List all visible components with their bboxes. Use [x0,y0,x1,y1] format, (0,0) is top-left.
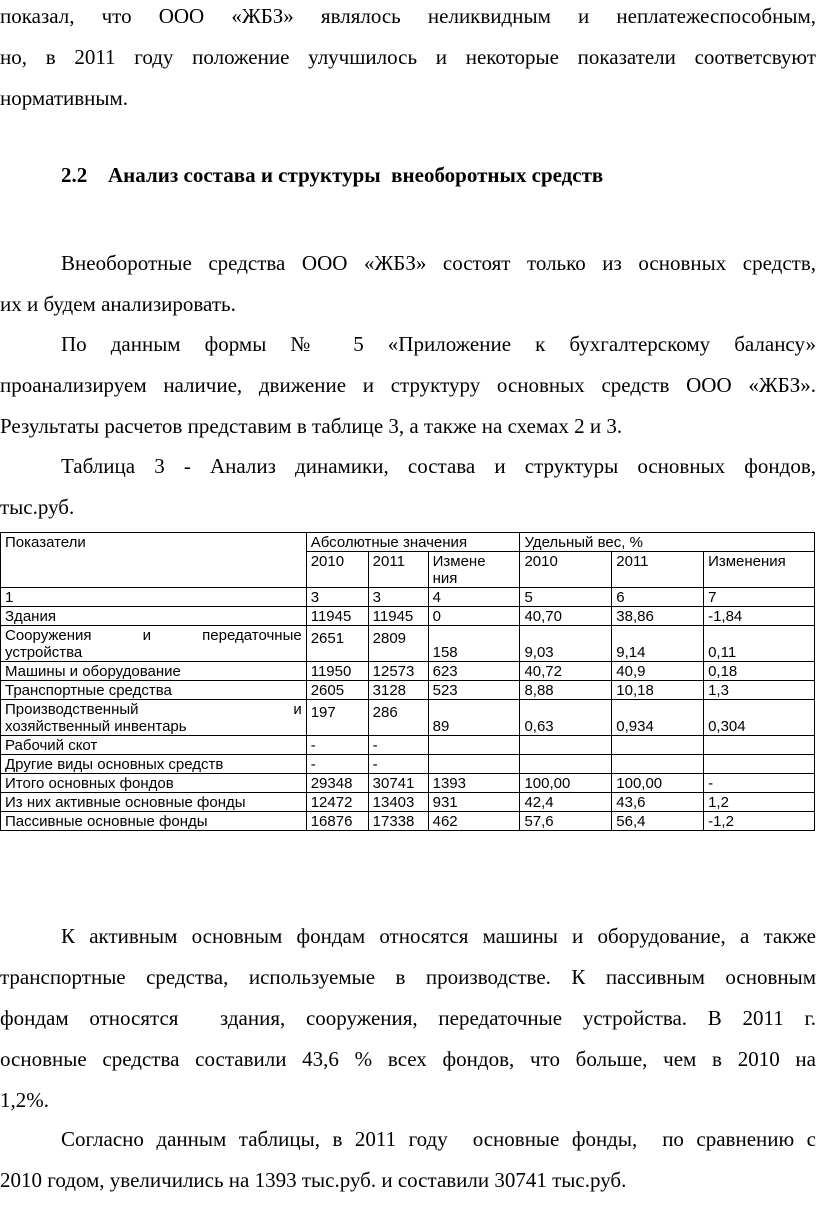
text-line: но, в 2011 году положение улучшилось и некоторые показатели соответсвуют [0,45,816,69]
row-label [1,626,307,662]
table-cell: 5 [520,588,612,607]
table-cell: 100,00 [520,774,612,793]
table-cell [520,755,612,774]
table-cell: 1 [1,588,307,607]
paragraph-noncurrent-assets [0,243,816,325]
table-cell: 3 [306,588,368,607]
table-cell: 523 [428,681,520,700]
table-cell: 7 [704,588,815,607]
table-cell: 16876 [306,812,368,831]
row-label: Пассивные основные фонды [1,812,307,831]
row-label: Здания [1,607,307,626]
table-cell: 1,3 [704,681,815,700]
header-cell: 2010 [520,552,612,588]
row-label: Рабочий скот [1,736,307,755]
table-cell: 0,18 [704,662,815,681]
table-row [1,607,815,626]
header-cell: Абсолютные значения [306,533,520,552]
header-cell: Изменения [704,552,815,588]
header-cell: 2011 [612,552,704,588]
table-cell: - [368,755,428,774]
table-cell: 40,70 [520,607,612,626]
table-cell: 623 [428,662,520,681]
header-cell [428,552,520,588]
table-cell: 57,6 [520,812,612,831]
fixed-assets-table [0,532,815,831]
header-cell: 2010 [306,552,368,588]
row-label-word: передаточные [202,627,302,644]
text-line: тыс.руб. [0,495,75,519]
table-cell: 4 [428,588,520,607]
table-row [1,700,815,736]
table-cell [428,755,520,774]
table-cell: - [368,736,428,755]
row-label: Другие виды основных средств [1,755,307,774]
paragraph-intro-continuation [0,0,816,119]
text-line: проанализируем наличие, движение и структуру основных средств ООО «ЖБЗ». [0,373,816,397]
table-cell: 12472 [306,793,368,812]
row-label [1,700,307,736]
table-cell: 462 [428,812,520,831]
table-cell: 40,9 [612,662,704,681]
header-text: Измене [432,553,486,570]
text-line: 2010 годом, увеличились на 1393 тыс.руб. и составили 30741 тыс.руб. [0,1168,627,1192]
row-label: Машины и оборудование [1,662,307,681]
row-label-line: устройства [5,644,83,661]
text-line: Таблица 3 - Анализ динамики, состава и структуры основных фондов, [61,454,816,478]
table-row [1,793,815,812]
table-cell: - [704,774,815,793]
table-cell: 0,934 [612,700,704,736]
table-cell: 40,72 [520,662,612,681]
table-row [1,662,815,681]
table-cell: 1,2 [704,793,815,812]
text-line: показал, что ООО «ЖБЗ» являлось неликвидным и неплатежеспособным, [0,4,816,28]
text-line: нормативным. [0,86,129,110]
table-cell: 3 [368,588,428,607]
table-cell: 0 [428,607,520,626]
row-label-line [5,701,302,718]
table-cell: 197 [306,700,368,736]
table-cell: 56,4 [612,812,704,831]
table-row [1,812,815,831]
section-heading [61,163,603,188]
table-cell [704,755,815,774]
table-row [1,774,815,793]
column-number-row [1,588,815,607]
table-cell: 89 [428,700,520,736]
table-cell: 100,00 [612,774,704,793]
table-cell: 1393 [428,774,520,793]
row-label-word: Сооружения [5,627,92,644]
table-row [1,736,815,755]
table-caption [0,446,816,528]
paragraph-form5 [0,324,816,447]
table-cell: 6 [612,588,704,607]
table-cell: 158 [428,626,520,662]
table-cell: 42,4 [520,793,612,812]
row-label: Транспортные средства [1,681,307,700]
paragraph-active-passive [0,916,816,1121]
row-label-word: и [142,627,152,644]
table-header-row [1,533,815,552]
table-cell [520,736,612,755]
table-cell: 11945 [368,607,428,626]
table-cell: 30741 [368,774,428,793]
text-line: Внеоборотные средства ООО «ЖБЗ» состоят только из основных средств, [61,251,816,275]
section-number: 2.2 [61,163,88,187]
table-cell: 29348 [306,774,368,793]
row-label: Итого основных фондов [1,774,307,793]
section-title: Анализ состава и структуры внеоборотных средств [108,163,604,187]
row-label: Из них активные основные фонды [1,793,307,812]
table-cell: 0,63 [520,700,612,736]
table-row [1,755,815,774]
table-cell: 0,11 [704,626,815,662]
table-cell: 17338 [368,812,428,831]
header-cell: Показатели [1,533,307,588]
text-line: По данным формы № 5 «Приложение к бухгалтерскому балансу» [61,332,816,356]
text-line: основные средства составили 43,6 % всех фондов, что больше, чем в 2010 на [0,1047,816,1071]
table-cell: - [306,736,368,755]
table-cell: 2651 [306,626,368,662]
text-line: 1,2%. [0,1088,49,1112]
table-cell: 2605 [306,681,368,700]
row-label-line: хозяйственный инвентарь [5,718,187,735]
text-line: К активным основным фондам относятся машины и оборудование, а также [61,924,816,948]
row-label-word: Производственный [5,701,139,718]
row-label-line [5,627,302,644]
table-cell [428,736,520,755]
text-line: Согласно данным таблицы, в 2011 году основные фонды, по сравнению с [61,1127,816,1151]
table-cell: 931 [428,793,520,812]
table-cell: 12573 [368,662,428,681]
table-cell [704,736,815,755]
table-cell: 9,03 [520,626,612,662]
table-cell: 0,304 [704,700,815,736]
table-cell: 286 [368,700,428,736]
table-cell: 11945 [306,607,368,626]
text-line: их и будем анализировать. [0,292,236,316]
table-cell: -1,84 [704,607,815,626]
table-cell: 9,14 [612,626,704,662]
table-cell: -1,2 [704,812,815,831]
header-cell: 2011 [368,552,428,588]
table-cell [612,736,704,755]
text-line: фондам относятся здания, сооружения, передаточные устройства. В 2011 г. [0,1006,816,1030]
paragraph-summary [0,1119,816,1201]
table-cell: 10,18 [612,681,704,700]
table-row [1,681,815,700]
table-cell: 2809 [368,626,428,662]
table-cell: 8,88 [520,681,612,700]
table-row [1,626,815,662]
table-cell: 11950 [306,662,368,681]
table-cell: 13403 [368,793,428,812]
table-cell: 38,86 [612,607,704,626]
header-cell: Удельный вес, % [520,533,815,552]
table-cell: - [306,755,368,774]
row-label-word: и [293,701,302,718]
table-cell: 3128 [368,681,428,700]
table-cell: 43,6 [612,793,704,812]
text-line: транспортные средства, используемые в производстве. К пассивным основным [0,965,816,989]
table-cell [612,755,704,774]
text-line: Результаты расчетов представим в таблице 3, а также на схемах 2 и 3. [0,414,623,438]
header-text: ния [432,570,458,587]
